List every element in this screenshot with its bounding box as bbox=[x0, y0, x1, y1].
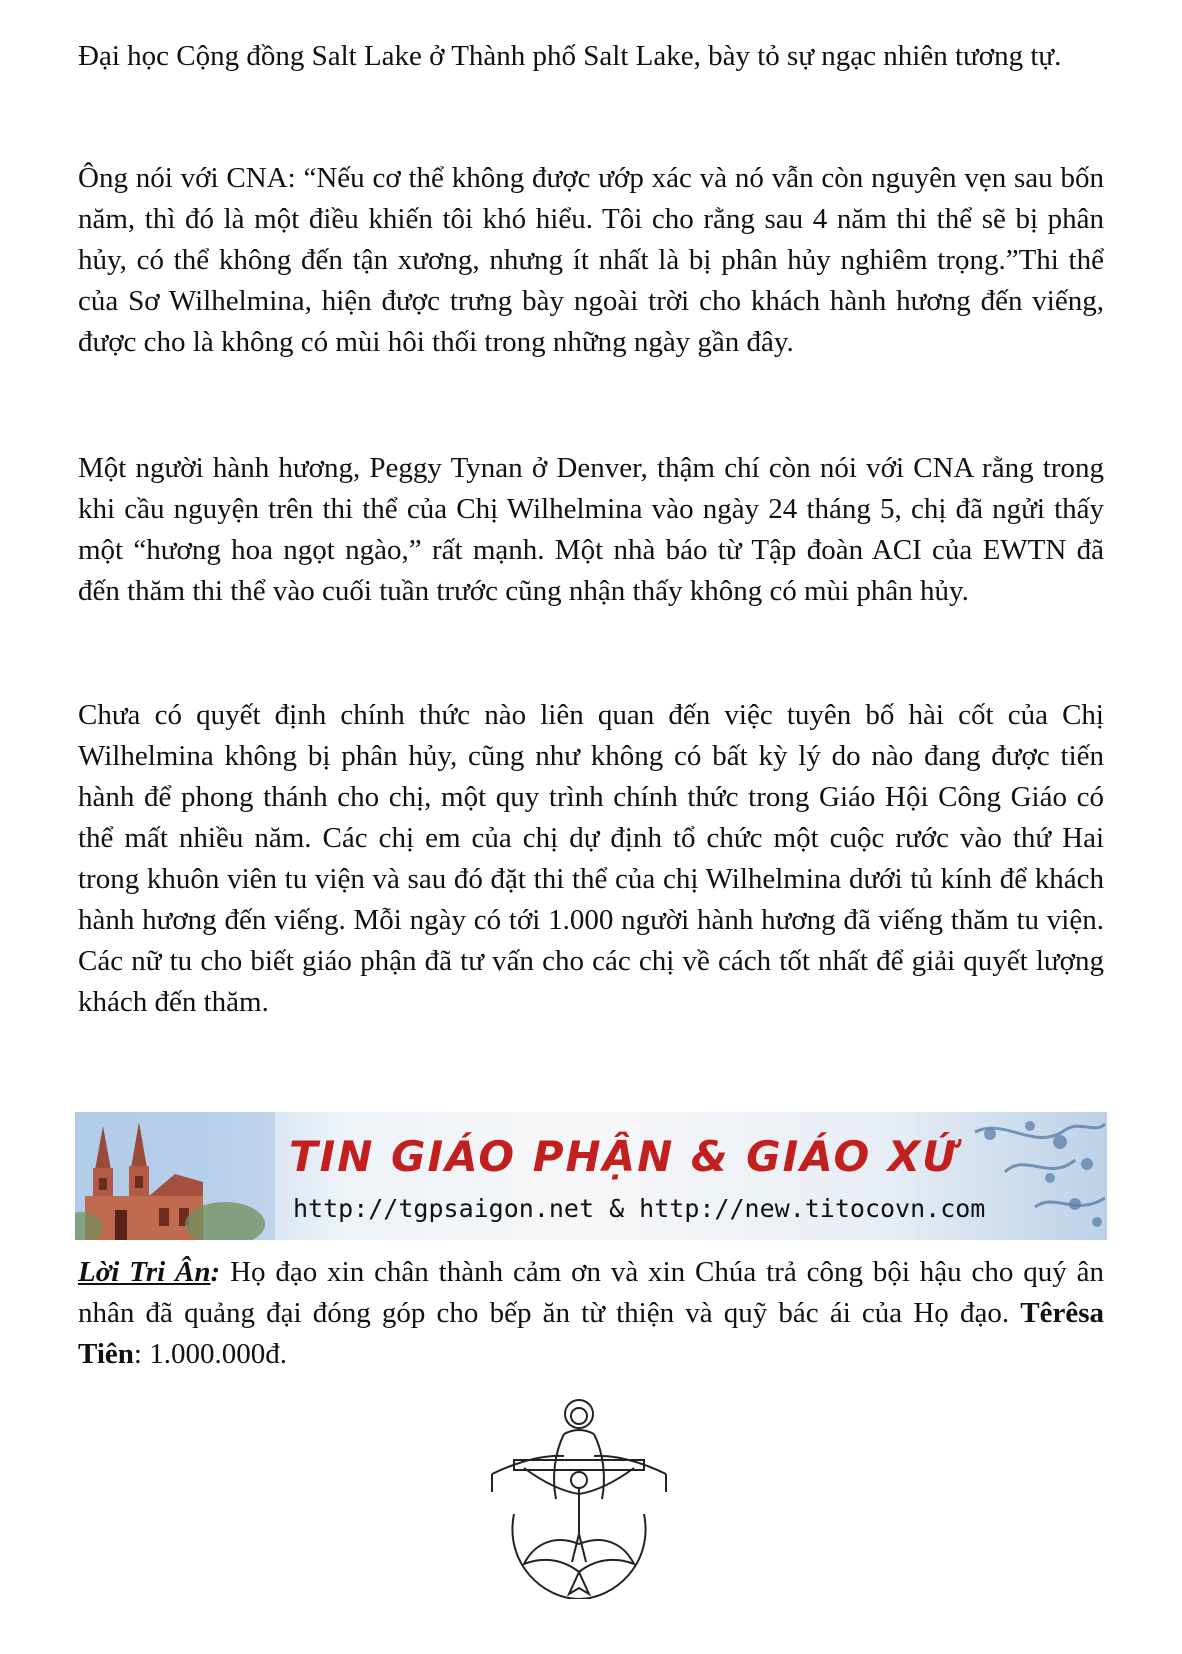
donor-name: Têrêsa Tiên bbox=[78, 1297, 1104, 1370]
heading-separator: : bbox=[210, 1256, 221, 1288]
acknowledgement-text: Họ đạo xin chân thành cảm ơn và xin Chúa trả công bội hậu cho quý ân nhân đã quảng đại đóng góp cho bếp ăn từ thiện và quỹ bác ái của Họ đạo. bbox=[78, 1256, 1104, 1329]
acknowledgement-heading: Lời Tri Ân bbox=[78, 1256, 211, 1288]
acknowledgement-paragraph bbox=[78, 1252, 1104, 1375]
donation-amount: : 1.000.000đ. bbox=[133, 1338, 287, 1370]
banner-title: TIN GIÁO PHẬN & GIÁO XỨ bbox=[289, 1132, 959, 1181]
banner-urls: http://tgpsaigon.net & http://new.titocovn.com bbox=[293, 1194, 986, 1223]
paragraph: Một người hành hương, Peggy Tynan ở Denver, thậm chí còn nói với CNA rằng trong khi cầu nguyện trên thi thể của Chị Wilhelmina vào ngày 24 tháng 5, chị đã ngửi thấy một “hương hoa ngọt ngào,” rất mạnh. Một nhà báo từ Tập đoàn ACI của EWTN đã đến thăm thi thể vào cuối tuần trước cũng nhận thấy không có mùi phân hủy. bbox=[78, 452, 1104, 607]
trinity-emblem-icon bbox=[484, 1394, 674, 1599]
paragraph: Đại học Cộng đồng Salt Lake ở Thành phố Salt Lake, bày tỏ sự ngạc nhiên tương tự. bbox=[78, 40, 1062, 72]
diocese-news-banner bbox=[75, 1112, 1107, 1240]
paragraph: Ông nói với CNA: “Nếu cơ thể không được ướp xác và nó vẫn còn nguyên vẹn sau bốn năm, thì đó là một điều khiến tôi khó hiểu. Tôi cho rằng sau 4 năm thi thể sẽ bị phân hủy, có thể không đến tận xương, nhưng ít nhất là bị phân hủy nghiêm trọng.”Thi thể của Sơ Wilhelmina, hiện được trưng bày ngoài trời cho khách hành hương đến viếng, được cho là không có mùi hôi thối trong những ngày gần đây. bbox=[78, 162, 1104, 358]
paragraph: Chưa có quyết định chính thức nào liên quan đến việc tuyên bố hài cốt của Chị Wilhelmina không bị phân hủy, cũng như không có bất kỳ lý do nào đang được tiến hành để phong thánh cho chị, một quy trình chính thức trong Giáo Hội Công Giáo có thể mất nhiều năm. Các chị em của chị dự định tổ chức một cuộc rước vào thứ Hai trong khuôn viên tu viện và sau đó đặt thi thể của chị Wilhelmina dưới tủ kính để khách hành hương đến viếng. Mỗi ngày có tới 1.000 người hành hương đã viếng thăm tu viện. Các nữ tu cho biết giáo phận đã tư vấn cho các chị về cách tốt nhất để giải quyết lượng khách đến thăm. bbox=[78, 699, 1104, 1018]
